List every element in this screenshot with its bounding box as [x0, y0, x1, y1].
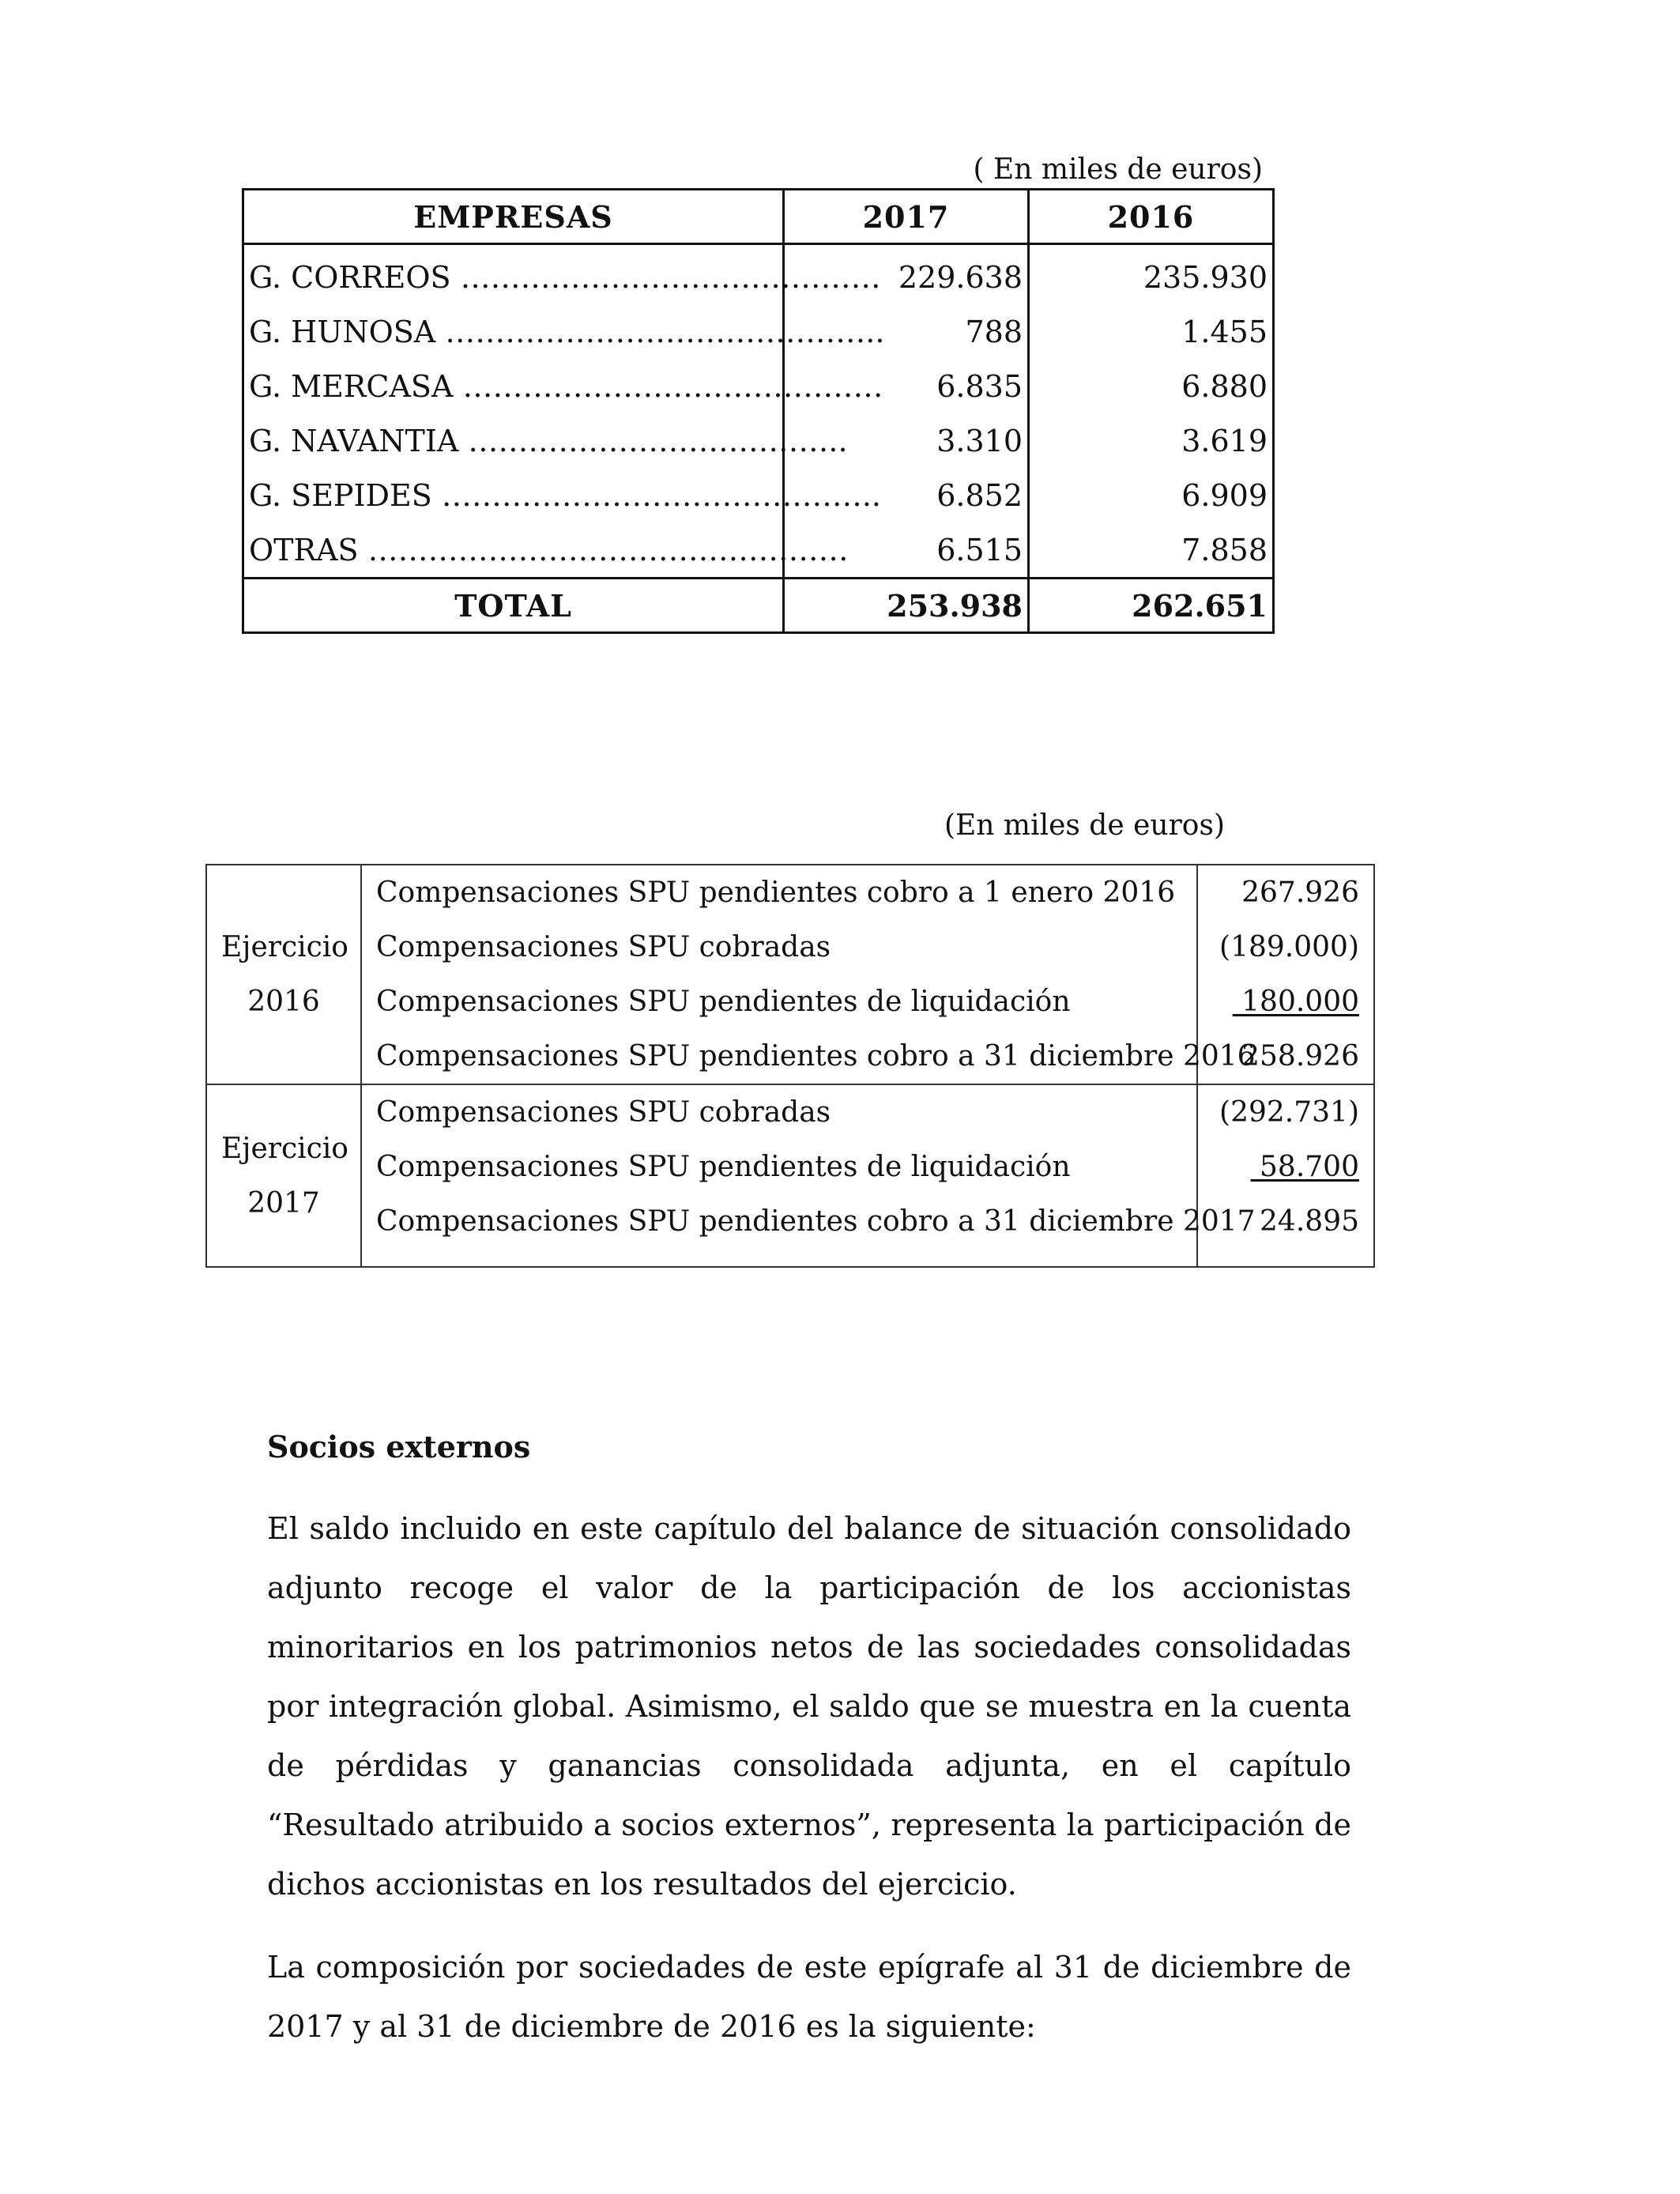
- total-label: TOTAL: [243, 579, 784, 633]
- year-label-year: 2016: [247, 986, 320, 1018]
- table-header-row: [243, 190, 1274, 244]
- company-name: G. NAVANTIA ………………………………..: [243, 413, 784, 468]
- concepts-cell: [361, 1084, 1256, 1267]
- value-2016: 235.930: [1029, 244, 1274, 305]
- column-header-2017: 2017: [784, 190, 1029, 244]
- year-block-2017: [206, 1084, 1374, 1267]
- concept-line: Compensaciones SPU pendientes cobro a 31 diciembre 2017: [376, 1205, 1256, 1238]
- concept-line: Compensaciones SPU pendientes de liquidación: [376, 986, 1071, 1018]
- concept-line: Compensaciones SPU cobradas: [376, 931, 831, 963]
- year-label-cell: [206, 865, 361, 1084]
- total-row: [243, 579, 1274, 633]
- value-2016: 7.858: [1029, 522, 1274, 579]
- concepts-cell: [361, 865, 1256, 1084]
- value-line-underlined: 58.700: [1250, 1151, 1359, 1183]
- value-2017: 3.310: [784, 413, 1029, 468]
- value-line: 258.926: [1241, 1040, 1359, 1072]
- value-2016: 1.455: [1029, 304, 1274, 359]
- year-label-cell: [206, 1084, 361, 1267]
- paragraph: El saldo incluido en este capítulo del balance de situación consolidado adjunto recoge el valor de la participación de los accionistas minoritarios en los patrimonios netos de las sociedades consolidadas por integración global. Asimismo, el saldo que se muestra en la cuenta de pérdidas y ganancias consolidada adjunta, en el capítulo “Resultado atribuido a socios externos”, representa la participación de dichos accionistas en los resultados del ejercicio.: [267, 1511, 1351, 1902]
- value-2017: 788: [784, 304, 1029, 359]
- column-header-2016: 2016: [1029, 190, 1274, 244]
- company-name: G. CORREOS ……………………………………: [243, 244, 784, 305]
- value-2017: 6.852: [784, 468, 1029, 522]
- total-2017: 253.938: [784, 579, 1029, 633]
- value-line: (292.731): [1219, 1096, 1359, 1129]
- table-row: [243, 522, 1274, 579]
- value-2016: 6.909: [1029, 468, 1274, 522]
- concept-line: Compensaciones SPU pendientes de liquidación: [376, 1151, 1071, 1183]
- company-name: G. MERCASA ……………………………………: [243, 359, 784, 413]
- table-row: [243, 304, 1274, 359]
- values-cell: [1197, 1084, 1374, 1267]
- table-row: [243, 244, 1274, 305]
- table2-unit-note: (En miles de euros): [944, 809, 1225, 842]
- value-2016: 6.880: [1029, 359, 1274, 413]
- value-2017: 6.835: [784, 359, 1029, 413]
- concept-line: Compensaciones SPU pendientes cobro a 1 enero 2016: [376, 876, 1176, 909]
- year-label-word: Ejercicio: [221, 1132, 348, 1165]
- value-2017: 229.638: [784, 244, 1029, 305]
- companies-table: [242, 188, 1275, 634]
- company-name: G. HUNOSA ……………………………………..: [243, 304, 784, 359]
- value-line-underlined: 180.000: [1232, 986, 1359, 1018]
- company-name: G. SEPIDES ……………………………………..: [243, 468, 784, 522]
- year-block-2016: [206, 865, 1374, 1084]
- year-label-word: Ejercicio: [221, 931, 348, 963]
- table-row: [243, 468, 1274, 522]
- value-line: (189.000): [1219, 931, 1359, 963]
- year-label-year: 2017: [247, 1186, 320, 1220]
- total-2016: 262.651: [1029, 579, 1274, 633]
- spu-compensations-table: [205, 864, 1375, 1268]
- value-line: 267.926: [1241, 876, 1359, 909]
- value-2016: 3.619: [1029, 413, 1274, 468]
- column-header-empresas: EMPRESAS: [243, 190, 784, 244]
- paragraph: La composición por sociedades de este epígrafe al 31 de diciembre de 2017 y al 31 de diciembre de 2016 es la siguiente:: [267, 1950, 1351, 2044]
- concept-line: Compensaciones SPU pendientes cobro a 31 diciembre 2016: [376, 1040, 1256, 1072]
- value-2017: 6.515: [784, 522, 1029, 579]
- value-line: 24.895: [1260, 1205, 1359, 1238]
- table-row: [243, 359, 1274, 413]
- section-heading: Socios externos: [267, 1429, 531, 1465]
- table1-unit-note: ( En miles de euros): [973, 153, 1263, 186]
- table-row: [243, 413, 1274, 468]
- concept-line: Compensaciones SPU cobradas: [376, 1096, 831, 1129]
- company-name: OTRAS …………………………………………: [243, 522, 784, 579]
